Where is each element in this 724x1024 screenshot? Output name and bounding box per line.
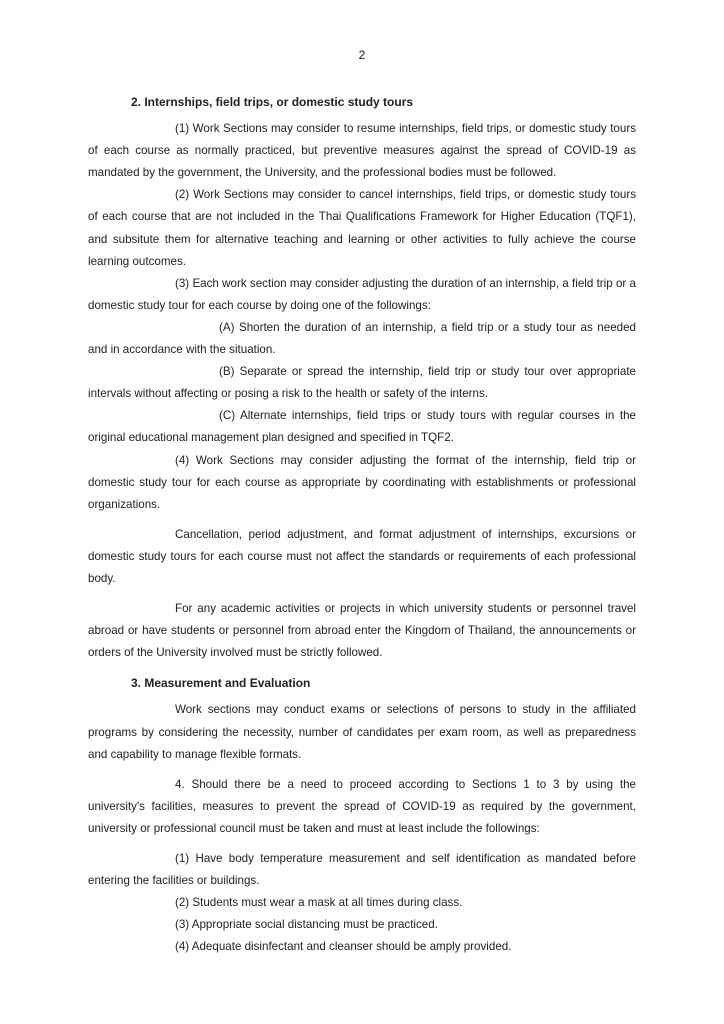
section-2-heading: 2. Internships, field trips, or domestic study tours — [131, 95, 414, 109]
document-body — [88, 91, 636, 958]
section-2-paragraph-2: (2) Work Sections may consider to cancel internships, field trips, or domestic study tours of each course that are not included in the Thai Qualifications Framework for Higher Education (TQF1), and subsitute them for alternative teaching and learning or other activities to fully achieve the course learning outcomes. — [88, 188, 636, 268]
section-3-heading: 3. Measurement and Evaluation — [131, 676, 311, 691]
section-2-paragraph-1: (1) Work Sections may consider to resume internships, field trips, or domestic study tours of each course as normally practiced, but preventive measures against the spread of COVID-19 as mandated by the government, the University, and the professional bodies must be followed. — [88, 122, 636, 180]
section-4-item-3: (3) Appropriate social distancing must be practiced. — [175, 918, 438, 932]
section-4-item-4: (4) Adequate disinfectant and cleanser should be amply provided. — [175, 940, 512, 954]
section-4-item-2: (2) Students must wear a mask at all times during class. — [175, 896, 463, 910]
section-2-paragraph-6: For any academic activities or projects in which university students or personnel travel abroad or have students or personnel from abroad enter the Kingdom of Thailand, the announcements or orders of the University involved must be strictly followed. — [88, 602, 636, 660]
section-4-item-1: (1) Have body temperature measurement and self identification as mandated before entering the facilities or buildings. — [88, 852, 636, 888]
section-2-paragraph-5: Cancellation, period adjustment, and format adjustment of internships, excursions or domestic study tours for each course must not affect the standards or requirements of each professional body. — [88, 527, 636, 585]
section-3-paragraph-1: Work sections may conduct exams or selections of persons to study in the affiliated programs by considering the necessity, number of candidates per exam room, as well as preparedness and capability to manage flexible formats. — [88, 703, 636, 761]
section-2-subitem-c: (C) Alternate internships, field trips or study tours with regular courses in the original educational management plan designed and specified in TQF2. — [88, 409, 636, 445]
section-2-subitem-a: (A) Shorten the duration of an internship, a field trip or a study tour as needed and in accordance with the situation. — [88, 320, 636, 357]
section-2-paragraph-4: (4) Work Sections may consider adjusting the format of the internship, field trip or domestic study tour for each course as appropriate by coordinating with establishments or professional organizations. — [88, 453, 636, 511]
page-number: 2 — [358, 48, 366, 62]
section-2-subitem-b: (B) Separate or spread the internship, field trip or study tour over appropriate intervals without affecting or posing a risk to the health or safety of the interns. — [88, 365, 636, 401]
section-2-paragraph-3: (3) Each work section may consider adjusting the duration of an internship, a field trip or a domestic study tour for each course by doing one of the followings: — [88, 276, 636, 312]
section-4-intro: 4. Should there be a need to proceed according to Sections 1 to 3 by using the university's facilities, measures to prevent the spread of COVID-19 as required by the government, university or professional council must be taken and must at least include the followings: — [88, 777, 636, 835]
